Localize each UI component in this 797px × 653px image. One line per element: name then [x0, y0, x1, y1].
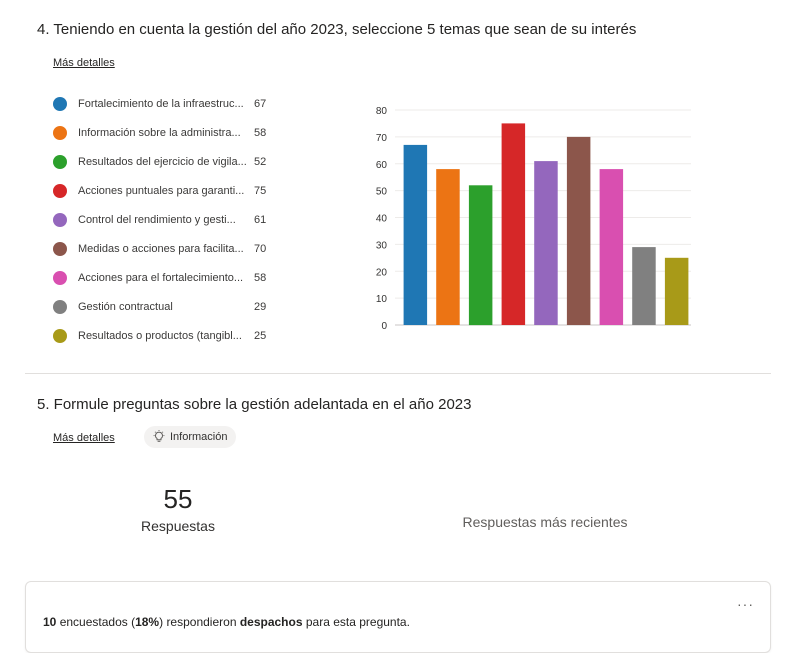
legend-count: 29 [254, 300, 267, 313]
insight-card [25, 581, 771, 653]
y-tick-label: 40 [375, 213, 387, 225]
question-5-details-link[interactable]: Más detalles [53, 432, 115, 444]
question-4-title: 4. Teniendo en cuenta la gestión del año 2023, seleccione 5 temas que sean de su interés [37, 21, 637, 38]
legend-count: 70 [254, 242, 267, 255]
legend-label: Control del rendimiento y gesti... [78, 213, 236, 226]
legend-dot [53, 242, 67, 256]
legend-item [53, 118, 278, 147]
information-button[interactable] [144, 426, 236, 448]
legend-count: 67 [254, 97, 267, 110]
legend-item [53, 263, 278, 292]
bar-chart [365, 100, 695, 335]
y-tick-label: 70 [375, 132, 387, 144]
y-tick-label: 50 [375, 186, 387, 198]
information-label: Información [170, 431, 228, 443]
y-tick-label: 20 [375, 267, 387, 279]
responses-count: 55 [163, 484, 193, 514]
legend-count: 58 [254, 271, 267, 284]
y-tick-label: 10 [375, 294, 387, 306]
y-tick-label: 30 [375, 240, 387, 252]
bar[interactable] [469, 185, 493, 325]
recent-responses-link[interactable]: Respuestas más recientes [462, 514, 628, 530]
legend-label: Acciones puntuales para garanti... [78, 184, 245, 197]
bar[interactable] [436, 169, 460, 325]
insight-keyword: despachos [239, 615, 303, 629]
y-tick-label: 80 [375, 106, 387, 117]
legend-item [53, 176, 278, 205]
insight-text-part2: ) respondieron [159, 615, 240, 629]
legend-item [53, 292, 278, 321]
legend-dot [53, 213, 67, 227]
chart-legend [53, 89, 278, 350]
legend-dot [53, 184, 67, 198]
legend-label: Medidas o acciones para facilita... [78, 242, 244, 255]
insight-count: 10 [43, 615, 57, 629]
bar[interactable] [534, 161, 558, 325]
insight-percent: 18% [135, 615, 160, 629]
legend-dot [53, 329, 67, 343]
legend-label: Resultados del ejercicio de vigila... [78, 155, 247, 168]
legend-count: 52 [254, 155, 267, 168]
y-tick-label: 0 [381, 321, 387, 332]
responses-label: Respuestas [141, 518, 215, 534]
legend-count: 25 [254, 329, 267, 342]
y-tick-label: 60 [375, 159, 387, 171]
bar[interactable] [665, 258, 689, 325]
lightbulb-icon [152, 430, 166, 444]
legend-item [53, 205, 278, 234]
legend-dot [53, 155, 67, 169]
legend-dot [53, 300, 67, 314]
legend-count: 75 [254, 184, 267, 197]
insight-text-part3: para esta pregunta. [302, 615, 410, 629]
legend-dot [53, 97, 67, 111]
bar[interactable] [600, 169, 624, 325]
legend-dot [53, 126, 67, 140]
legend-item [53, 89, 278, 118]
legend-item [53, 147, 278, 176]
legend-label: Fortalecimiento de la infraestruc... [78, 97, 244, 110]
legend-label: Acciones para el fortalecimiento... [78, 271, 244, 284]
bar[interactable] [567, 137, 591, 325]
bar[interactable] [404, 145, 428, 325]
legend-item [53, 321, 278, 350]
question-5-title: 5. Formule preguntas sobre la gestión adelantada en el año 2023 [37, 396, 472, 413]
question-4-details-link[interactable]: Más detalles [53, 57, 115, 69]
bar[interactable] [502, 123, 525, 325]
bar[interactable] [632, 247, 656, 325]
insight-text-part1: encuestados ( [56, 615, 136, 629]
section-divider [25, 373, 771, 374]
legend-dot [53, 271, 67, 285]
legend-label: Información sobre la administra... [78, 126, 241, 139]
legend-item [53, 234, 278, 263]
insight-text [43, 615, 410, 629]
more-options-icon[interactable]: ··· [737, 596, 754, 612]
legend-label: Gestión contractual [78, 300, 173, 313]
legend-label: Resultados o productos (tangibl... [78, 329, 242, 342]
legend-count: 58 [254, 126, 267, 139]
legend-count: 61 [254, 213, 267, 226]
